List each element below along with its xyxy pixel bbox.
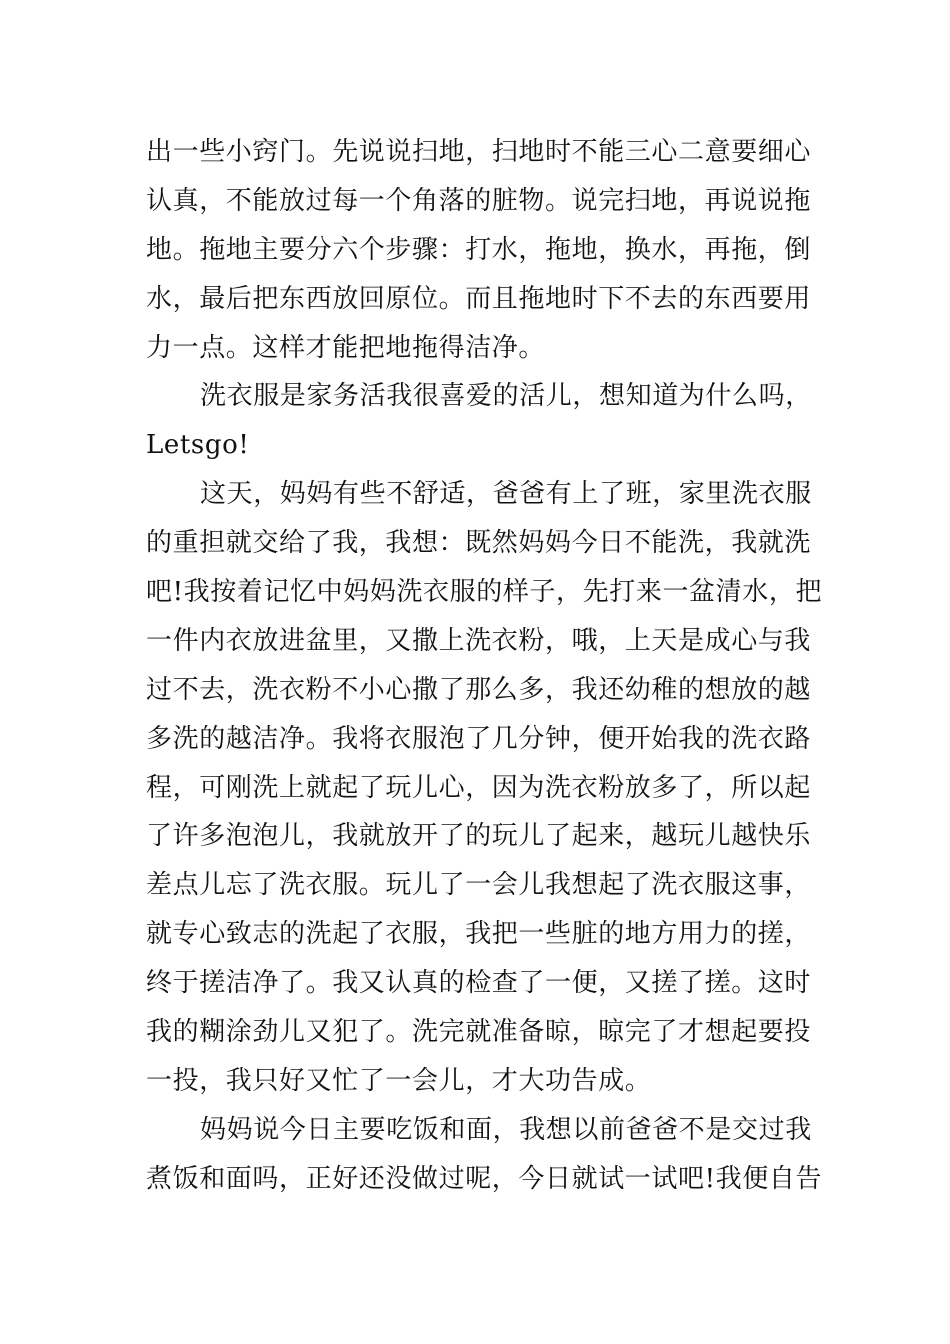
text-line: 程，可刚洗上就起了玩儿心，因为洗衣粉放多了，所以起	[146, 772, 812, 803]
text-line: 一件内衣放进盆里，又撒上洗衣粉，哦，上天是成心与我	[146, 625, 812, 656]
paragraph-start-line: 妈妈说今日主要吃饭和面，我想以前爸爸不是交过我	[200, 1114, 812, 1145]
text-line: 就专心致志的洗起了衣服，我把一些脏的地方用力的搓，	[146, 919, 812, 950]
text-line: 力一点。这样才能把地拖得洁净。	[146, 332, 546, 363]
text-line: 一投，我只好又忙了一会儿，才大功告成。	[146, 1065, 652, 1096]
text-line: 过不去，洗衣粉不小心撒了那么多，我还幼稚的想放的越	[146, 674, 812, 705]
text-line: 我的糊涂劲儿又犯了。洗完就准备晾，晾完了才想起要投	[146, 1017, 812, 1048]
text-line: 水，最后把东西放回原位。而且拖地时下不去的东西要用	[146, 283, 812, 314]
text-line: 出一些小窍门。先说说扫地，扫地时不能三心二意要细心	[146, 137, 812, 167]
text-line: 了许多泡泡儿，我就放开了的玩儿了起来，越玩儿越快乐	[146, 821, 812, 852]
text-line: 终于搓洁净了。我又认真的检查了一便，又搓了搓。这时	[146, 968, 812, 999]
text-line: 多洗的越洁净。我将衣服泡了几分钟，便开始我的洗衣路	[146, 723, 812, 754]
body-text	[146, 128, 826, 1204]
text-line: 吧!我按着记忆中妈妈洗衣服的样子，先打来一盆清水，把	[146, 577, 823, 608]
paragraph-start-line: 这天，妈妈有些不舒适，爸爸有上了班，家里洗衣服	[200, 479, 812, 510]
text-line: 差点儿忘了洗衣服。玩儿了一会儿我想起了洗衣服这事，	[146, 870, 812, 901]
paragraph-start-line: 洗衣服是家务活我很喜爱的活儿，想知道为什么吗，	[200, 381, 812, 412]
text-line: 地。拖地主要分六个步骤：打水，拖地，换水，再拖，倒	[146, 234, 812, 265]
text-line: 认真，不能放过每一个角落的脏物。说完扫地，再说说拖	[146, 185, 812, 216]
text-line: 煮饭和面吗，正好还没做过呢，今日就试一试吧!我便自告	[146, 1163, 823, 1194]
text-line: 的重担就交给了我，我想：既然妈妈今日不能洗，我就洗	[146, 528, 812, 559]
text-line: Letsgo!	[146, 430, 250, 461]
